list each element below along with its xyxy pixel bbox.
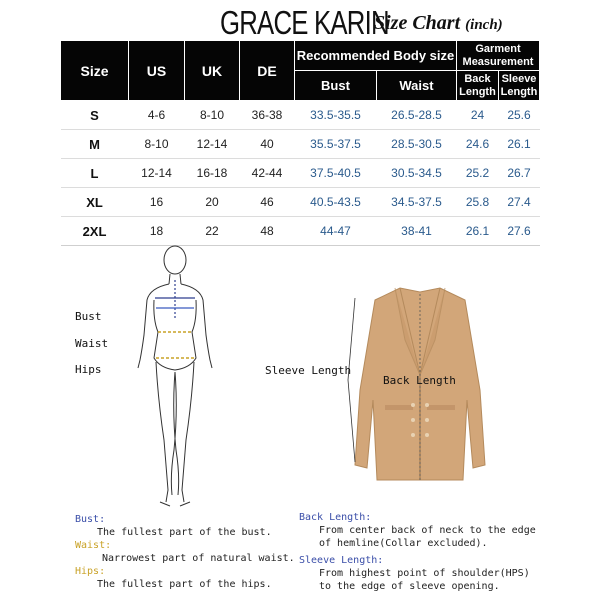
cell-de: 42-44 — [240, 159, 295, 188]
def-sleeve-term: Sleeve Length: — [299, 555, 384, 566]
header-de: DE — [240, 41, 295, 101]
cell-waist: 34.5-37.5 — [377, 188, 457, 217]
body-figure-illustration — [120, 240, 230, 510]
cell-back-length: 26.1 — [457, 217, 499, 246]
garment-label-sleeve-length: Sleeve Length — [265, 364, 352, 377]
table-row — [61, 130, 540, 159]
cell-uk: 8-10 — [185, 101, 240, 130]
cell-sleeve-length: 27.6 — [499, 217, 540, 246]
size-table — [60, 40, 540, 246]
header-us: US — [129, 41, 185, 101]
unit-label: (inch) — [465, 17, 503, 33]
def-hips-term: Hips: — [75, 566, 106, 577]
garment-definitions — [299, 511, 599, 593]
cell-bust: 40.5-43.5 — [295, 188, 377, 217]
chart-title-text: Size Chart — [374, 12, 461, 34]
cell-back-length: 24.6 — [457, 130, 499, 159]
cell-de: 40 — [240, 130, 295, 159]
header-garment-text: Garment Measurement — [462, 42, 534, 68]
brand-logo: GRACE KARIN — [220, 4, 389, 41]
cell-sleeve-length: 27.4 — [499, 188, 540, 217]
cell-bust: 33.5-35.5 — [295, 101, 377, 130]
body-definitions — [75, 513, 295, 591]
header-back-length-l2: Length — [459, 85, 496, 98]
cardigan-illustration — [345, 280, 495, 495]
cell-size: S — [61, 101, 129, 130]
header-uk: UK — [185, 41, 240, 101]
cell-waist: 26.5-28.5 — [377, 101, 457, 130]
header-recommended: Recommended Body size — [295, 41, 457, 71]
def-hips-desc: The fullest part of the hips. — [97, 579, 272, 590]
header-sleeve-length — [499, 71, 540, 101]
cell-uk: 12-14 — [185, 130, 240, 159]
def-sleeve-desc-1: From highest point of shoulder(HPS) — [319, 568, 530, 579]
def-back-desc-1: From center back of neck to the edge — [319, 525, 536, 536]
cell-us: 16 — [129, 188, 185, 217]
cell-bust: 37.5-40.5 — [295, 159, 377, 188]
cell-us: 18 — [129, 217, 185, 246]
figure-label-hips: Hips — [75, 363, 102, 376]
cell-de: 48 — [240, 217, 295, 246]
table-row — [61, 188, 540, 217]
cell-us: 4-6 — [129, 101, 185, 130]
cell-bust: 44-47 — [295, 217, 377, 246]
cell-de: 36-38 — [240, 101, 295, 130]
cell-uk: 22 — [185, 217, 240, 246]
cell-waist: 30.5-34.5 — [377, 159, 457, 188]
def-bust-term: Bust: — [75, 514, 106, 525]
cell-de: 46 — [240, 188, 295, 217]
cell-uk: 16-18 — [185, 159, 240, 188]
header-garment — [457, 41, 540, 71]
header-sleeve-length-l2: Length — [500, 85, 538, 98]
header — [0, 4, 600, 40]
figure-label-bust: Bust — [75, 310, 102, 323]
def-back-term: Back Length: — [299, 512, 372, 523]
cell-waist: 38-41 — [377, 217, 457, 246]
header-bust: Bust — [295, 71, 377, 101]
cell-sleeve-length: 26.7 — [499, 159, 540, 188]
def-back-desc-2: of hemline(Collar excluded). — [319, 538, 488, 549]
def-sleeve-desc-2: to the edge of sleeve opening. — [319, 581, 500, 592]
cell-waist: 28.5-30.5 — [377, 130, 457, 159]
cell-uk: 20 — [185, 188, 240, 217]
def-waist-desc: Narrowest part of natural waist. — [102, 553, 295, 564]
chart-title — [374, 12, 503, 35]
cell-size: 2XL — [61, 217, 129, 246]
cell-us: 8-10 — [129, 130, 185, 159]
cell-back-length: 25.2 — [457, 159, 499, 188]
cell-sleeve-length: 26.1 — [499, 130, 540, 159]
def-waist-term: Waist: — [75, 540, 112, 551]
def-bust-desc: The fullest part of the bust. — [97, 527, 272, 538]
cell-sleeve-length: 25.6 — [499, 101, 540, 130]
header-sleeve-length-l1: Sleeve — [501, 72, 537, 85]
cell-size: XL — [61, 188, 129, 217]
figure-label-waist: Waist — [75, 337, 109, 350]
cell-back-length: 25.8 — [457, 188, 499, 217]
cell-bust: 35.5-37.5 — [295, 130, 377, 159]
header-size: Size — [61, 41, 129, 101]
garment-label-back-length: Back Length — [383, 374, 456, 387]
cell-us: 12-14 — [129, 159, 185, 188]
header-back-length-l1: Back — [464, 72, 491, 85]
header-back-length — [457, 71, 499, 101]
cell-size: M — [61, 130, 129, 159]
header-waist: Waist — [377, 71, 457, 101]
cell-size: L — [61, 159, 129, 188]
cell-back-length: 24 — [457, 101, 499, 130]
table-row — [61, 159, 540, 188]
table-row — [61, 101, 540, 130]
